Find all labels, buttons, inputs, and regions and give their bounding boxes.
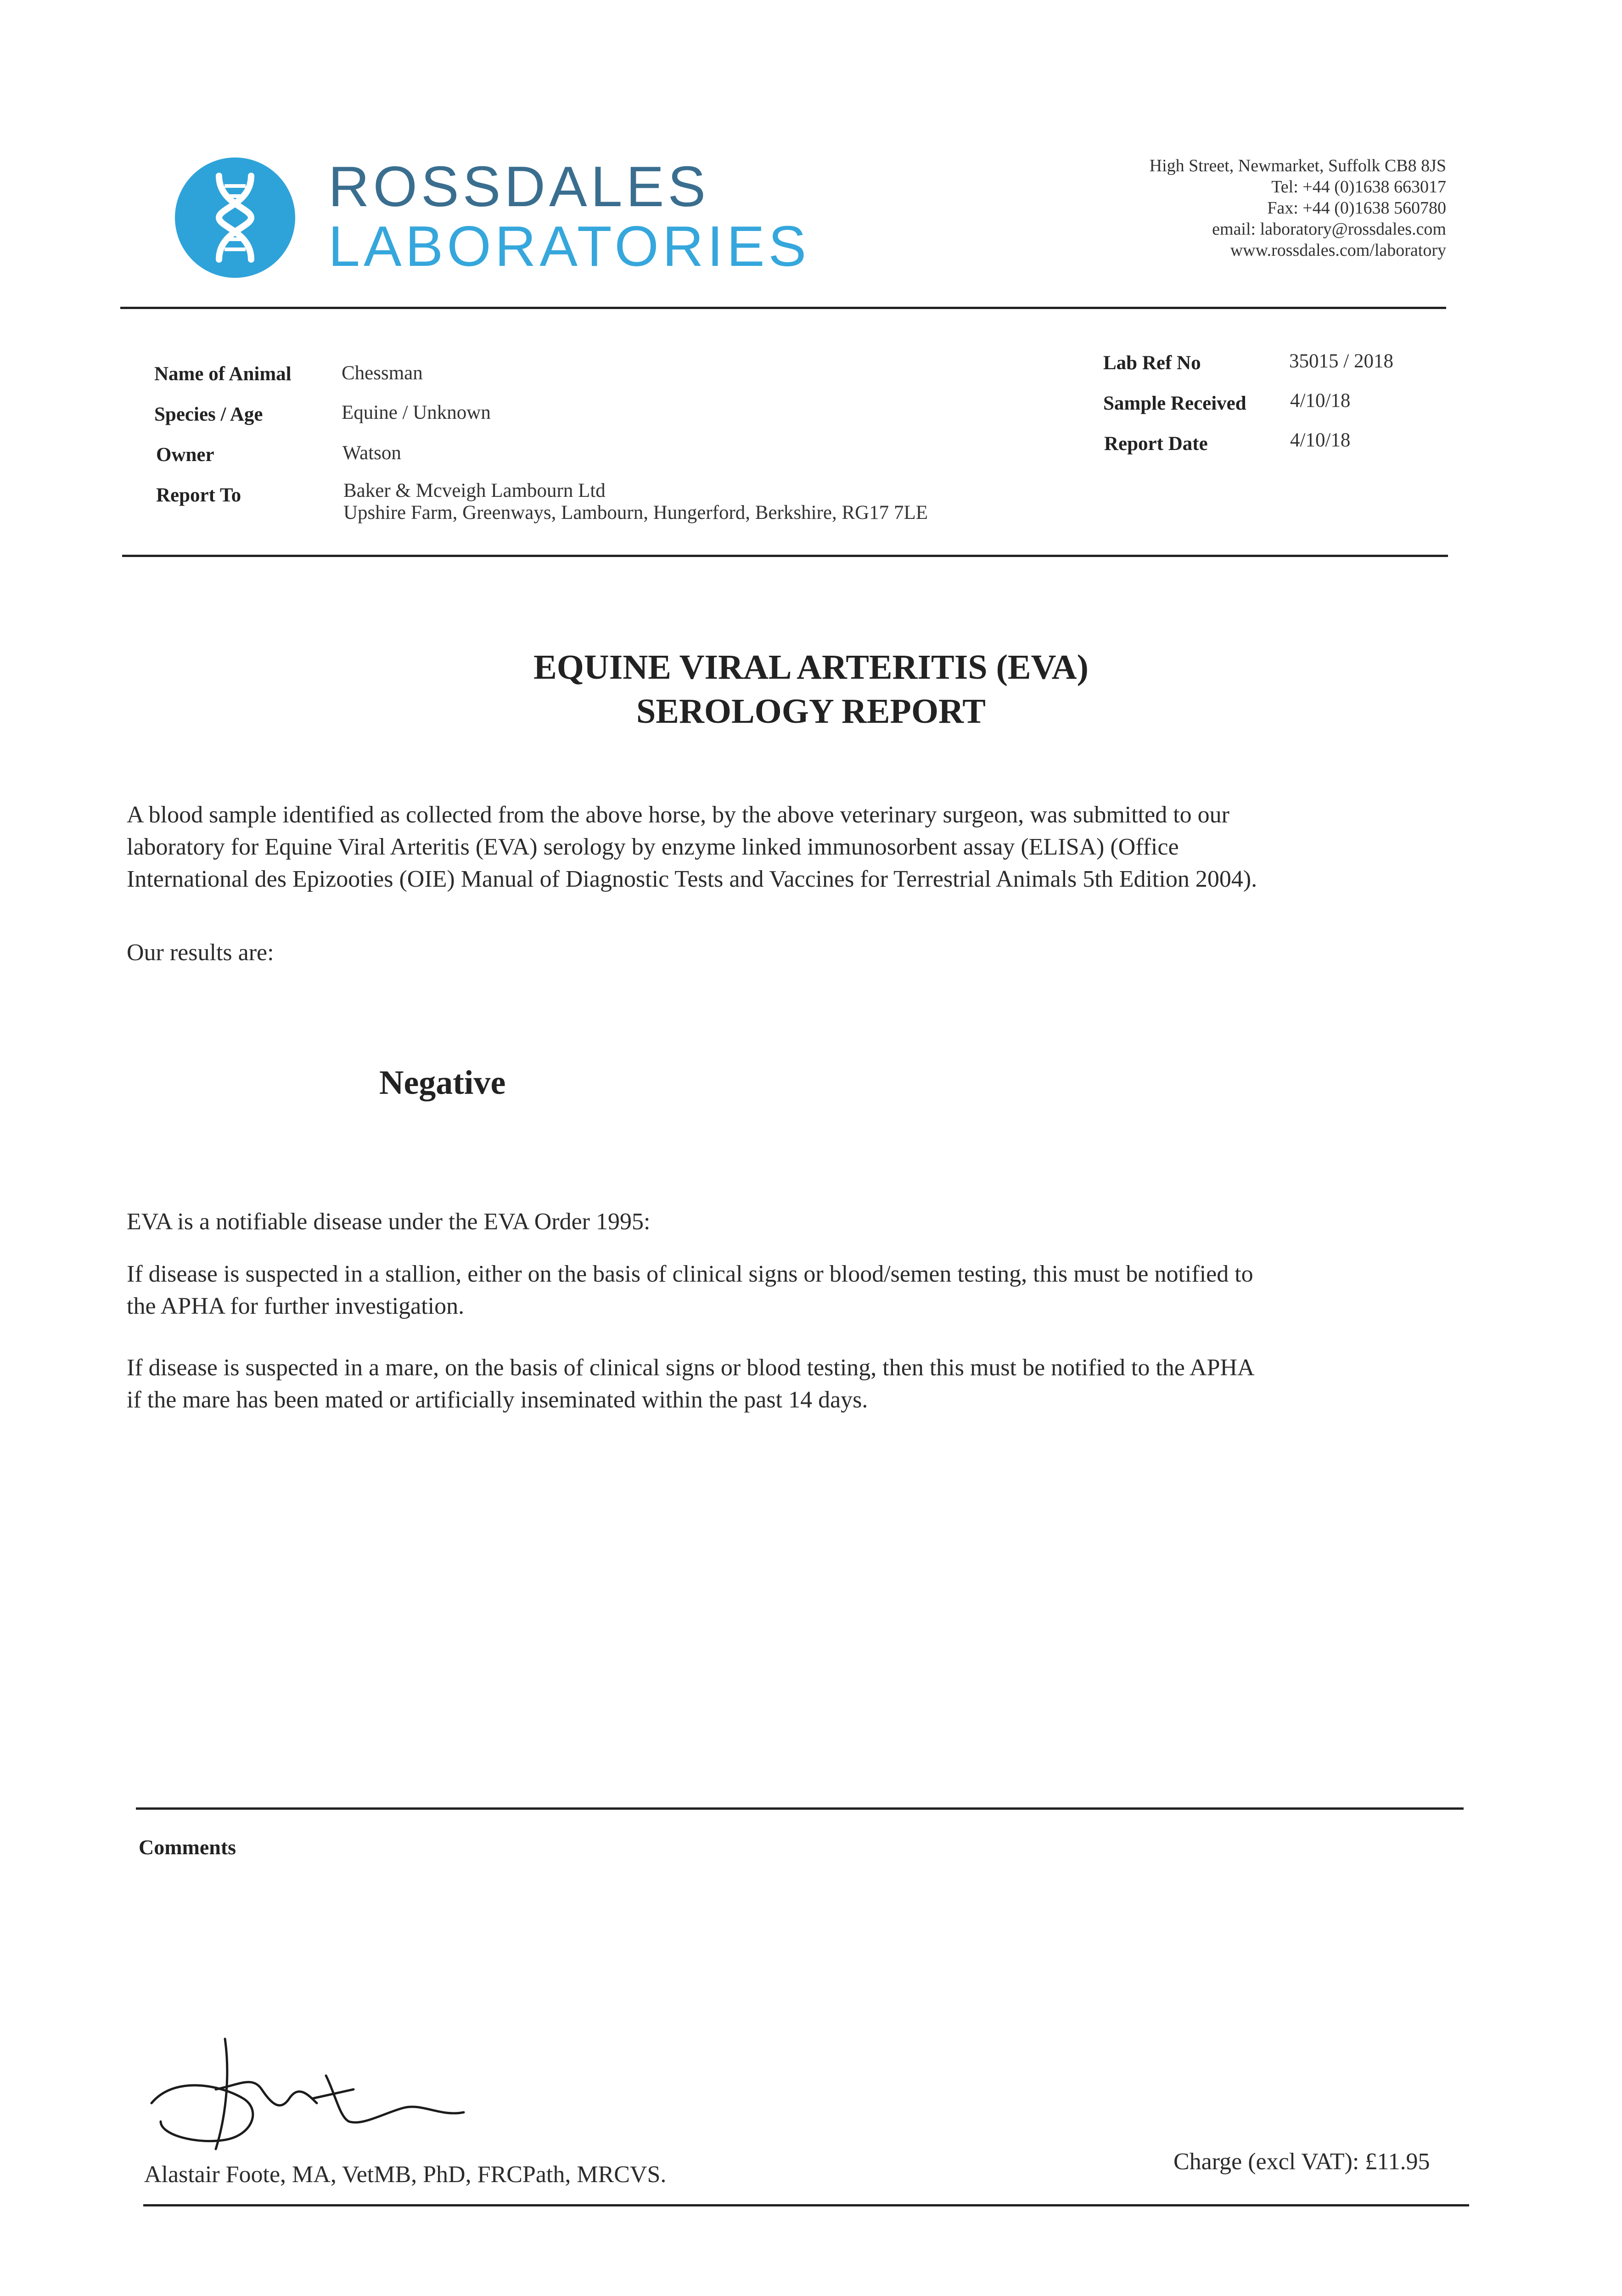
contact-email: email: laboratory@rossdales.com: [1212, 219, 1446, 239]
charge-amount: Charge (excl VAT): £11.95: [1173, 2149, 1430, 2175]
intro-line-2: laboratory for Equine Viral Arteritis (EVA) serology by enzyme linked immunosorbent assay (ELISA) (Office: [127, 834, 1179, 860]
brand-line-1: ROSSDALES: [328, 155, 710, 219]
comments-label: Comments: [139, 1835, 236, 1859]
results-intro: Our results are:: [127, 940, 274, 966]
lab-ref-value: 35015 / 2018: [1289, 350, 1393, 372]
species-value: Equine / Unknown: [342, 402, 491, 423]
header-divider: [120, 307, 1446, 309]
report-to-label: Report To: [156, 484, 241, 506]
brand-name: [328, 155, 810, 278]
intro-line-1: A blood sample identified as collected from the above horse, by the above veterinary surgeon, was submitted to our: [127, 802, 1229, 828]
stallion-paragraph: [127, 1258, 1449, 1322]
contact-fax: Fax: +44 (0)1638 560780: [1267, 198, 1446, 218]
report-to-line-2: Upshire Farm, Greenways, Lambourn, Hungerford, Berkshire, RG17 7LE: [343, 502, 928, 523]
notifiable-statement: EVA is a notifiable disease under the EVA Order 1995:: [127, 1209, 651, 1235]
intro-paragraph: [127, 799, 1449, 895]
logo: [175, 158, 295, 278]
mare-paragraph: [127, 1352, 1449, 1416]
sample-received-label: Sample Received: [1103, 393, 1246, 414]
report-title-line-1: EQUINE VIRAL ARTERITIS (EVA): [533, 648, 1089, 687]
mare-line-1: If disease is suspected in a mare, on the basis of clinical signs or blood testing, then this must be notified to the APHA: [127, 1355, 1255, 1381]
contact-tel: Tel: +44 (0)1638 663017: [1271, 177, 1446, 197]
report-date-label: Report Date: [1104, 433, 1208, 455]
stallion-line-2: the APHA for further investigation.: [127, 1293, 465, 1319]
test-result: Negative: [379, 1064, 506, 1102]
sample-received-value: 4/10/18: [1290, 390, 1351, 411]
contact-block: [1150, 155, 1446, 261]
dna-helix-icon: [175, 158, 295, 278]
report-title: [0, 645, 1622, 733]
report-date-value: 4/10/18: [1290, 429, 1351, 451]
signatory-name: Alastair Foote, MA, VetMB, PhD, FRCPath, MRCVS.: [144, 2161, 667, 2188]
comments-divider: [136, 1807, 1464, 1810]
brand-line-2: LABORATORIES: [328, 215, 810, 278]
details-divider: [122, 555, 1448, 557]
signature: [147, 2020, 496, 2158]
owner-label: Owner: [156, 444, 214, 466]
contact-web: www.rossdales.com/laboratory: [1230, 241, 1446, 260]
lab-ref-label: Lab Ref No: [1103, 352, 1201, 374]
intro-line-3: International des Epizooties (OIE) Manual of Diagnostic Tests and Vaccines for Terrestrial Animals 5th Edition 2004).: [127, 866, 1257, 892]
mare-line-2: if the mare has been mated or artificially inseminated within the past 14 days.: [127, 1387, 868, 1413]
report-title-line-2: SEROLOGY REPORT: [636, 692, 986, 731]
owner-value: Watson: [342, 442, 401, 464]
contact-address: High Street, Newmarket, Suffolk CB8 8JS: [1149, 156, 1446, 175]
species-label: Species / Age: [154, 404, 263, 425]
name-value: Chessman: [342, 362, 423, 384]
report-to-line-1: Baker & Mcveigh Lambourn Ltd: [343, 480, 606, 501]
stallion-line-1: If disease is suspected in a stallion, either on the basis of clinical signs or blood/semen testing, this must be notified to: [127, 1261, 1253, 1287]
footer-divider: [143, 2204, 1469, 2206]
name-label: Name of Animal: [154, 363, 292, 385]
